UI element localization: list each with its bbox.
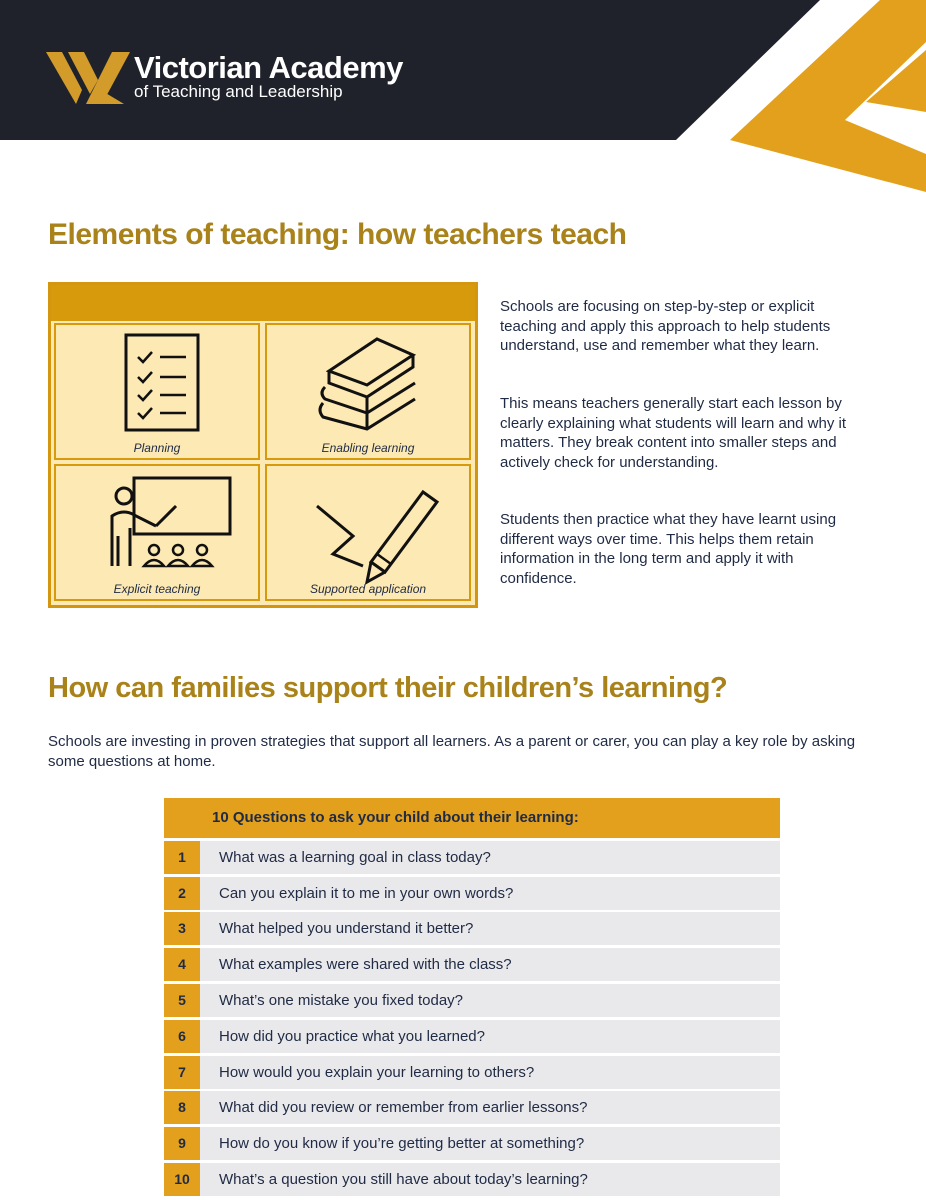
table-row — [164, 1163, 780, 1196]
question-text: What’s a question you still have about today’s learning? — [219, 1170, 588, 1188]
question-text: What’s one mistake you fixed today? — [219, 991, 464, 1009]
elements-grid — [48, 282, 478, 608]
element-cell-enabling — [265, 323, 471, 460]
logo-title: Victorian Academy — [134, 50, 403, 85]
question-text: What helped you understand it better? — [219, 920, 474, 938]
element-cell-planning — [54, 323, 260, 460]
logo — [46, 50, 130, 111]
questions-table — [164, 798, 780, 1196]
paragraph-lesson-structure: This means teachers generally start each lesson by clearly explaining what students will learn and why it matters. They break content into smaller steps and actively check for understanding. — [500, 395, 847, 471]
question-text: What examples were shared with the class? — [219, 956, 512, 974]
element-label: Planning — [133, 441, 181, 455]
question-number: 5 — [164, 984, 200, 1017]
question-number: 7 — [164, 1056, 200, 1089]
table-row — [164, 984, 780, 1017]
element-label: Explicit teaching — [113, 582, 201, 596]
question-text: How did you practice what you learned? — [219, 1027, 485, 1045]
table-row — [164, 841, 780, 874]
question-text: What did you review or remember from earlier lessons? — [219, 1099, 588, 1117]
section-heading-elements: Elements of teaching: how teachers teach — [48, 218, 627, 251]
question-text: What was a learning goal in class today? — [219, 848, 491, 866]
table-row — [164, 1056, 780, 1089]
question-number: 9 — [164, 1127, 200, 1160]
intro-paragraph: Schools are investing in proven strategies that support all learners. As a parent or carer, you can play a key role by asking some questions at home. — [48, 733, 856, 770]
question-number: 6 — [164, 1020, 200, 1053]
question-number: 1 — [164, 841, 200, 874]
paragraph-explicit-teaching: Schools are focusing on step-by-step or explicit teaching and apply this approach to help students understand, use and remember what they learn. — [500, 298, 831, 354]
question-text: How do you know if you’re getting better at something? — [219, 1135, 585, 1153]
question-number: 3 — [164, 912, 200, 945]
section-heading-families: How can families support their children’s learning? — [48, 672, 728, 704]
grid-header-bar — [51, 285, 475, 321]
table-row — [164, 1091, 780, 1124]
element-label: Enabling learning — [321, 441, 415, 455]
table-row — [164, 948, 780, 981]
paragraph-practice: Students then practice what they have learnt using different ways over time. This helps them retain information in the long term and apply it with confidence. — [500, 511, 837, 587]
va-monogram-icon — [46, 50, 130, 106]
questions-table-title: 10 Questions to ask your child about their learning: — [164, 798, 780, 838]
element-cell-explicit — [54, 464, 260, 601]
question-number: 4 — [164, 948, 200, 981]
question-number: 10 — [164, 1163, 200, 1196]
logo-subtitle: of Teaching and Leadership — [134, 82, 343, 101]
table-row — [164, 877, 780, 910]
question-text: How would you explain your learning to others? — [219, 1063, 535, 1081]
table-row — [164, 1020, 780, 1053]
table-row — [164, 912, 780, 945]
element-label: Supported application — [309, 582, 427, 596]
element-cell-supported — [265, 464, 471, 601]
question-text: Can you explain it to me in your own words? — [219, 884, 514, 902]
question-number: 8 — [164, 1091, 200, 1124]
table-row — [164, 1127, 780, 1160]
question-number: 2 — [164, 877, 200, 910]
